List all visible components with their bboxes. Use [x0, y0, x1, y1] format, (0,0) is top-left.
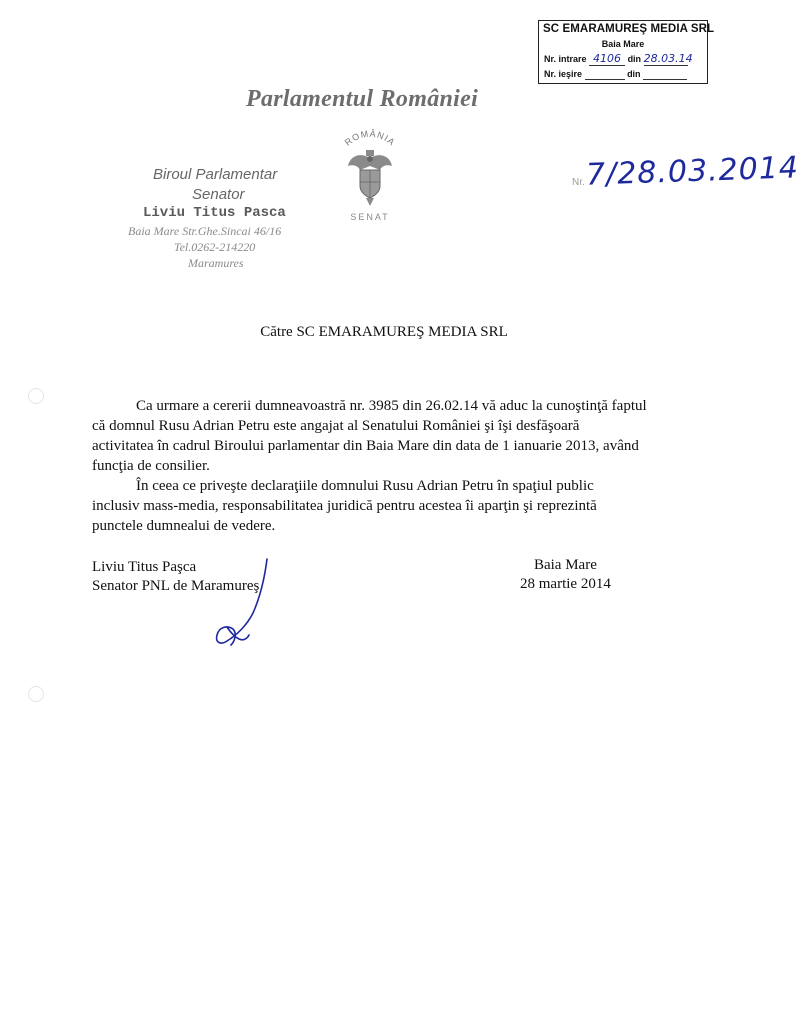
stamp-intrare-value: 4106 — [589, 52, 625, 66]
seal-bottom-text: SENAT — [350, 212, 390, 222]
office-phone: Tel.0262-214220 — [174, 240, 256, 254]
office-county: Maramures — [188, 256, 244, 270]
registration-number-handwritten: 7/28.03.2014 — [585, 150, 800, 193]
paragraph1-line4: funcţia de consilier. — [92, 458, 210, 474]
stamp-intrare-label: Nr. intrare — [544, 54, 587, 64]
stamp-intrare-row — [544, 52, 693, 66]
stamp-title: SC EMARAMUREŞ MEDIA SRL — [543, 23, 715, 35]
registration-number-label: Nr. — [572, 177, 585, 188]
paragraph1-line1: Ca urmare a cererii dumneavoastră nr. 3985 din 26.02.14 vă aduc la cunoştinţă faptul — [136, 398, 647, 414]
stamp-intrare-date: 28.03.14 — [643, 52, 693, 65]
paragraph2-line1: În ceea ce priveşte declaraţiile domnului Rusu Adrian Petru în spaţiul public — [136, 478, 594, 494]
paragraph1-line2: că domnul Rusu Adrian Petru este angajat al Senatului României şi îşi desfăşoară — [92, 418, 580, 434]
svg-text:ROMÂNIA — [343, 129, 398, 148]
paragraph2-line3: punctele dumnealui de vedere. — [92, 518, 276, 534]
senator-name: Liviu Titus Pasca — [143, 205, 286, 221]
handwritten-signature — [205, 555, 285, 650]
stamp-iesire-row — [544, 69, 687, 80]
punch-hole-mark — [28, 686, 44, 702]
punch-hole-mark — [28, 388, 44, 404]
paragraph1-line3: activitatea în cadrul Biroului parlamentar din Baia Mare din data de 1 ianuarie 2013, având — [92, 438, 639, 454]
place-date-block — [520, 556, 611, 594]
closing-date: 28 martie 2014 — [520, 576, 611, 592]
office-address: Baia Mare Str.Ghe.Sincai 46/16 — [128, 224, 282, 238]
letter-recipient: Către SC EMARAMUREŞ MEDIA SRL — [260, 324, 508, 340]
coat-of-arms-icon — [330, 126, 410, 226]
role-label: Senator — [192, 186, 245, 203]
closing-place: Baia Mare — [533, 557, 597, 573]
paragraph2-line2: inclusiv mass-media, responsabilitatea juridică pentru acestea îi aparţin şi reprezintă — [92, 498, 597, 514]
stamp-din-label: din — [627, 54, 642, 64]
stamp-iesire-blank — [585, 69, 625, 80]
stamp-iesire-label: Nr. ieşire — [544, 69, 583, 79]
signer-title: Senator PNL de Maramureş — [92, 578, 260, 594]
stamp-iesire-din-label: din — [627, 69, 641, 79]
institution-title: Parlamentul României — [246, 86, 479, 112]
signer-name: Liviu Titus Paşca — [92, 559, 197, 575]
registration-stamp — [538, 20, 715, 84]
seal-top-text: ROMÂNIA — [342, 128, 398, 148]
office-label: Biroul Parlamentar — [153, 166, 278, 183]
senate-seal — [330, 126, 410, 226]
stamp-city: Baia Mare — [601, 39, 645, 49]
stamp-iesire-date-blank — [643, 69, 687, 80]
